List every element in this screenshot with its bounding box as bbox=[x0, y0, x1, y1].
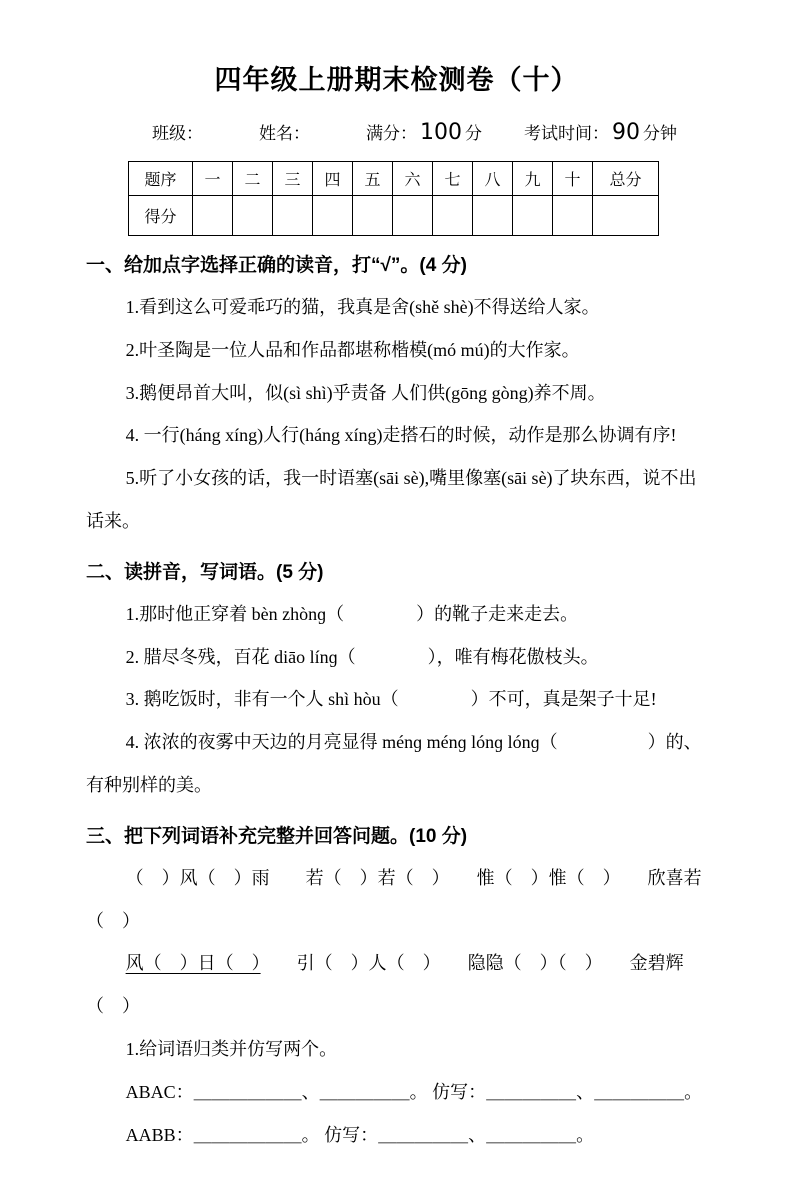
score-table-col-9: 九 bbox=[513, 162, 553, 196]
word-line-2-rest: 引（ ）人（ ） 隐隐（ ）（ ） 金碧辉（ ） bbox=[86, 953, 684, 1017]
section-3-heading: 三、把下列词语补充完整并回答问题。(10 分) bbox=[86, 825, 468, 847]
section-1-question-2: 2.叶圣陶是一位人品和作品都堪称楷模(mó mú)的大作家。 bbox=[125, 339, 580, 360]
score-table-col-1: 一 bbox=[193, 162, 233, 196]
section-1-question-3: 3.鹅便昂首大叫，似(sì shì)乎责备 人们供(gōng gòng)养不周。 bbox=[125, 382, 606, 403]
score-table-col-2: 二 bbox=[233, 162, 273, 196]
score-cell-empty-5 bbox=[353, 196, 393, 236]
section-2-question-3: 3. 鹅吃饭时，非有一个人 shì hòu（ ）不可，真是架子十足! bbox=[125, 689, 657, 710]
score-table-col-3: 三 bbox=[273, 162, 313, 196]
score-table-col-8: 八 bbox=[473, 162, 513, 196]
section-3-word-line-2 bbox=[86, 942, 707, 1028]
score-label: 得分 bbox=[129, 196, 193, 236]
score-table-col-5: 五 bbox=[353, 162, 393, 196]
section-1-heading: 一、给加点字选择正确的读音，打“√”。(4 分) bbox=[86, 255, 467, 276]
class-label: 班级： bbox=[152, 124, 203, 143]
exam-info-line bbox=[86, 119, 707, 145]
full-score-label: 满分： bbox=[366, 124, 417, 143]
score-cell-empty-6 bbox=[393, 196, 433, 236]
exam-time-label: 考试时间： bbox=[524, 124, 609, 143]
score-cell-empty-2 bbox=[233, 196, 273, 236]
section-1-question-1: 1.看到这么可爱乖巧的猫，我真是舍(shě shè)不得送给人家。 bbox=[125, 296, 600, 317]
question-order-label: 题序 bbox=[129, 162, 193, 196]
score-table-col-10: 十 bbox=[553, 162, 593, 196]
exam-time-unit: 分钟 bbox=[643, 124, 677, 143]
section-3-word-line-1: （ ）风（ ）雨 若（ ）若（ ） 惟（ ）惟（ ） 欣喜若（ ） bbox=[86, 867, 702, 931]
full-score-unit: 分 bbox=[465, 124, 482, 143]
abac-answer-line: ABAC：＿＿＿＿＿＿、＿＿＿＿＿。 仿写：＿＿＿＿＿、＿＿＿＿＿。 bbox=[125, 1081, 703, 1102]
name-label: 姓名： bbox=[259, 124, 310, 143]
section-2-heading: 二、读拼音，写词语。(5 分) bbox=[86, 561, 324, 583]
section-2-question-1: 1.那时他正穿着 bèn zhònɡ（ ）的靴子走来走去。 bbox=[125, 603, 579, 624]
score-cell-empty-total bbox=[593, 196, 659, 236]
page-title: 四年级上册期末检测卷（十） bbox=[214, 65, 579, 95]
section-2-question-2: 2. 腊尽冬残，百花 diāo línɡ（ ），唯有梅花傲枝头。 bbox=[125, 646, 599, 667]
score-cell-empty-4 bbox=[313, 196, 353, 236]
score-cell-empty-7 bbox=[433, 196, 473, 236]
section-2-question-4: 4. 浓浓的夜雾中天边的月亮显得 ménɡ ménɡ lónɡ lónɡ（ ）的、有种别样的美。 bbox=[86, 732, 702, 796]
score-cell-empty-8 bbox=[473, 196, 513, 236]
score-cell-empty-3 bbox=[273, 196, 313, 236]
underlined-word-phrase: 风（ ）日（ ） bbox=[125, 953, 261, 974]
score-table-score-row bbox=[129, 196, 659, 236]
score-cell-empty-1 bbox=[193, 196, 233, 236]
full-score-value: 100 bbox=[420, 120, 462, 145]
section-1-question-5: 5.听了小女孩的话，我一时语塞(sāi sè),嘴里像塞(sāi sè)了块东西，说不出话来。 bbox=[86, 468, 697, 532]
exam-time-value: 90 bbox=[612, 120, 640, 145]
score-table-header-row bbox=[129, 162, 659, 196]
score-table-col-6: 六 bbox=[393, 162, 433, 196]
section-1-question-4: 4. 一行(háng xíng)人行(háng xíng)走搭石的时候，动作是那么协调有序! bbox=[125, 425, 677, 446]
total-score-label: 总分 bbox=[593, 162, 659, 196]
score-cell-empty-10 bbox=[553, 196, 593, 236]
score-table bbox=[128, 161, 659, 236]
score-cell-empty-9 bbox=[513, 196, 553, 236]
section-3-sub-question-1: 1.给词语归类并仿写两个。 bbox=[125, 1039, 338, 1060]
score-table-col-7: 七 bbox=[433, 162, 473, 196]
score-table-col-4: 四 bbox=[313, 162, 353, 196]
aabb-answer-line: AABB：＿＿＿＿＿＿。 仿写：＿＿＿＿＿、＿＿＿＿＿。 bbox=[125, 1124, 595, 1145]
